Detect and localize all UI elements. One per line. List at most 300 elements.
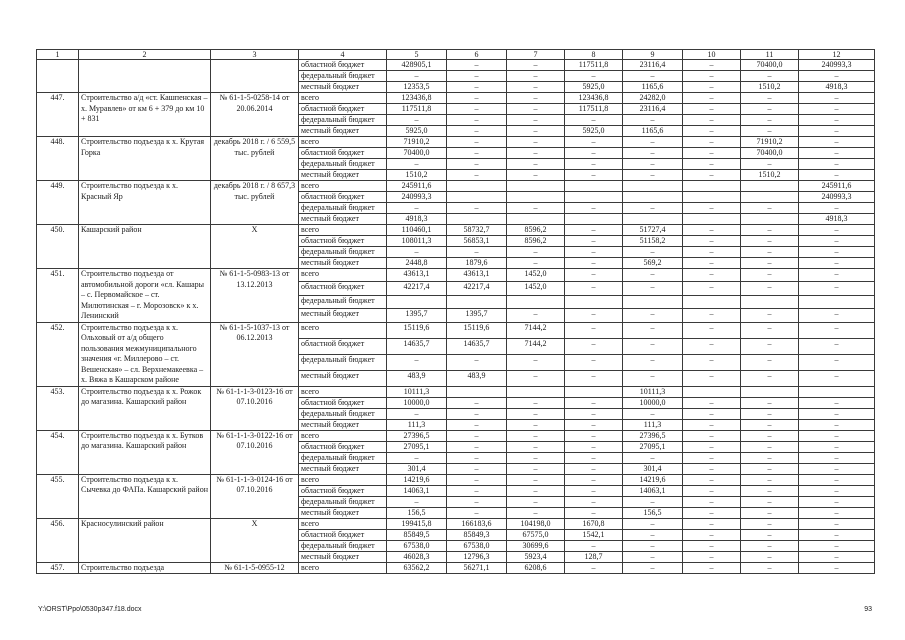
amount-cell: 71910,2 [387, 137, 447, 148]
amount-cell [799, 295, 875, 308]
amount-cell: – [565, 507, 623, 518]
amount-cell: – [623, 137, 683, 148]
amount-cell: 156,5 [387, 507, 447, 518]
amount-cell: 1395,7 [447, 309, 507, 322]
amount-cell: – [799, 148, 875, 159]
amount-cell: – [447, 115, 507, 126]
amount-cell [447, 192, 507, 203]
amount-cell: 70400,0 [741, 60, 799, 71]
amount-cell: 43613,1 [447, 269, 507, 282]
amount-cell: – [741, 247, 799, 258]
amount-cell: – [799, 452, 875, 463]
document-ref: № 61-1-5-1037-13 от 06.12.2013 [211, 322, 299, 386]
budget-source: федеральный бюджет [299, 115, 387, 126]
amount-cell: – [623, 496, 683, 507]
amount-cell: – [565, 338, 623, 354]
amount-cell: 245911,6 [387, 181, 447, 192]
amount-cell: 6208,6 [507, 562, 565, 574]
budget-source: всего [299, 322, 387, 338]
amount-cell: – [741, 104, 799, 115]
amount-cell: – [565, 540, 623, 551]
amount-cell: – [741, 236, 799, 247]
amount-cell: – [507, 452, 565, 463]
amount-cell: – [741, 474, 799, 485]
amount-cell: – [447, 408, 507, 419]
amount-cell: – [741, 115, 799, 126]
amount-cell: – [683, 137, 741, 148]
amount-cell: – [565, 354, 623, 370]
amount-cell: – [507, 247, 565, 258]
amount-cell: – [799, 104, 875, 115]
amount-cell: – [741, 93, 799, 104]
amount-cell: – [683, 463, 741, 474]
amount-cell: 46028,3 [387, 551, 447, 562]
amount-cell: – [565, 452, 623, 463]
budget-source: федеральный бюджет [299, 71, 387, 82]
amount-cell: 51727,4 [623, 225, 683, 236]
amount-cell: – [683, 115, 741, 126]
amount-cell: – [799, 370, 875, 386]
header-cell: 4 [299, 50, 387, 60]
amount-cell: – [507, 354, 565, 370]
header-cell: 7 [507, 50, 565, 60]
amount-cell: – [447, 247, 507, 258]
amount-cell: 51158,2 [623, 236, 683, 247]
amount-cell: – [741, 551, 799, 562]
amount-cell: – [683, 397, 741, 408]
amount-cell: 4918,3 [799, 82, 875, 93]
amount-cell: 63562,2 [387, 562, 447, 574]
amount-cell: – [623, 115, 683, 126]
table-row [37, 137, 875, 148]
amount-cell: 23116,4 [623, 104, 683, 115]
table-row [37, 269, 875, 282]
budget-source: местный бюджет [299, 258, 387, 269]
amount-cell: 483,9 [447, 370, 507, 386]
amount-cell: 1510,2 [387, 170, 447, 181]
amount-cell: 58732,7 [447, 225, 507, 236]
header-cell: 12 [799, 50, 875, 60]
amount-cell: – [507, 408, 565, 419]
amount-cell: – [683, 452, 741, 463]
amount-cell: – [741, 452, 799, 463]
amount-cell: – [387, 115, 447, 126]
amount-cell: – [799, 247, 875, 258]
amount-cell: – [683, 474, 741, 485]
page-number: 93 [864, 606, 872, 613]
row-number: 454. [37, 430, 79, 474]
budget-source: местный бюджет [299, 419, 387, 430]
budget-source: местный бюджет [299, 370, 387, 386]
table-row [37, 562, 875, 574]
budget-source: федеральный бюджет [299, 159, 387, 170]
amount-cell: – [447, 137, 507, 148]
object-name: Кашарский район [79, 225, 211, 269]
amount-cell: 14635,7 [387, 338, 447, 354]
budget-source: местный бюджет [299, 82, 387, 93]
amount-cell: – [447, 148, 507, 159]
amount-cell: – [683, 309, 741, 322]
amount-cell: 111,3 [387, 419, 447, 430]
amount-cell: 14219,6 [623, 474, 683, 485]
row-number: 448. [37, 137, 79, 181]
amount-cell: – [799, 485, 875, 496]
amount-cell: 12796,3 [447, 551, 507, 562]
table-row [37, 60, 875, 71]
amount-cell: – [507, 370, 565, 386]
amount-cell: 301,4 [387, 463, 447, 474]
amount-cell [741, 386, 799, 397]
amount-cell: – [507, 115, 565, 126]
amount-cell: – [507, 93, 565, 104]
amount-cell: 156,5 [623, 507, 683, 518]
amount-cell: – [799, 203, 875, 214]
amount-cell: 56271,1 [447, 562, 507, 574]
budget-source: областной бюджет [299, 148, 387, 159]
amount-cell: 110460,1 [387, 225, 447, 236]
amount-cell: 7144,2 [507, 338, 565, 354]
amount-cell: – [447, 60, 507, 71]
amount-cell: 67538,0 [387, 540, 447, 551]
amount-cell: 5925,0 [565, 126, 623, 137]
amount-cell: 10111,3 [623, 386, 683, 397]
object-name [79, 60, 211, 93]
amount-cell: 42217,4 [447, 282, 507, 295]
object-name: Строительство подъезда к х. Рожок до магазина. Кашарский район [79, 386, 211, 430]
amount-cell: – [741, 430, 799, 441]
amount-cell: – [799, 236, 875, 247]
amount-cell: – [565, 474, 623, 485]
amount-cell [741, 181, 799, 192]
amount-cell: – [799, 474, 875, 485]
amount-cell: 10000,0 [387, 397, 447, 408]
row-number: 451. [37, 269, 79, 323]
amount-cell: – [507, 463, 565, 474]
amount-cell: 14219,6 [387, 474, 447, 485]
amount-cell: 85849,3 [447, 529, 507, 540]
amount-cell: 27396,5 [623, 430, 683, 441]
amount-cell [683, 214, 741, 225]
row-number: 455. [37, 474, 79, 518]
amount-cell: 1165,6 [623, 126, 683, 137]
amount-cell: 128,7 [565, 551, 623, 562]
amount-cell: 240993,3 [799, 192, 875, 203]
budget-source: местный бюджет [299, 507, 387, 518]
object-name: Строительство подъезда к х. Бутков до магазина. Кашарский район [79, 430, 211, 474]
amount-cell: – [799, 518, 875, 529]
object-name: Строительство подъезда к х. Крутая Горка [79, 137, 211, 181]
amount-cell [507, 214, 565, 225]
amount-cell: – [565, 496, 623, 507]
budget-source: всего [299, 518, 387, 529]
amount-cell [507, 295, 565, 308]
amount-cell: – [565, 463, 623, 474]
amount-cell: 117511,8 [565, 104, 623, 115]
amount-cell: – [683, 203, 741, 214]
amount-cell: – [447, 93, 507, 104]
amount-cell: – [507, 309, 565, 322]
amount-cell: – [447, 82, 507, 93]
amount-cell [565, 386, 623, 397]
amount-cell: – [799, 282, 875, 295]
amount-cell: – [447, 430, 507, 441]
amount-cell: – [565, 159, 623, 170]
amount-cell: – [741, 269, 799, 282]
amount-cell: 27095,1 [623, 441, 683, 452]
amount-cell: – [683, 225, 741, 236]
amount-cell: 5925,0 [565, 82, 623, 93]
amount-cell: – [507, 170, 565, 181]
amount-cell: – [623, 322, 683, 338]
amount-cell: – [507, 60, 565, 71]
document-ref: № 61-1-1-3-0122-16 от 07.10.2016 [211, 430, 299, 474]
amount-cell [741, 295, 799, 308]
document-ref: № 61-1-5-0258-14 от 20.06.2014 [211, 93, 299, 137]
file-path: Y:\ORST\Ppo\0530p347.f18.docx [38, 606, 142, 613]
amount-cell: – [507, 441, 565, 452]
amount-cell: – [623, 170, 683, 181]
object-name: Строительство а/д «ст. Кашпенская – х. Муравлев» от км 6 + 379 до км 10 + 831 [79, 93, 211, 137]
amount-cell [447, 181, 507, 192]
object-name: Строительство подъезда [79, 562, 211, 574]
amount-cell: 123436,8 [565, 93, 623, 104]
amount-cell: – [683, 247, 741, 258]
amount-cell: – [447, 474, 507, 485]
amount-cell: – [683, 258, 741, 269]
row-number: 447. [37, 93, 79, 137]
amount-cell: – [683, 170, 741, 181]
amount-cell: – [507, 474, 565, 485]
amount-cell: – [507, 159, 565, 170]
amount-cell [683, 192, 741, 203]
amount-cell: 117511,8 [565, 60, 623, 71]
amount-cell [447, 214, 507, 225]
budget-source: областной бюджет [299, 60, 387, 71]
budget-source: всего [299, 181, 387, 192]
document-ref: Х [211, 518, 299, 562]
amount-cell: – [507, 397, 565, 408]
amount-cell: – [623, 551, 683, 562]
amount-cell: – [799, 126, 875, 137]
amount-cell: – [623, 203, 683, 214]
header-cell: 9 [623, 50, 683, 60]
table-row [37, 225, 875, 236]
amount-cell: – [741, 518, 799, 529]
amount-cell: – [447, 104, 507, 115]
amount-cell: – [683, 322, 741, 338]
row-number: 449. [37, 181, 79, 225]
amount-cell [507, 192, 565, 203]
amount-cell: – [683, 507, 741, 518]
amount-cell: – [447, 170, 507, 181]
budget-source: всего [299, 562, 387, 574]
document-ref: № 61-1-5-0983-13 от 13.12.2013 [211, 269, 299, 323]
amount-cell: – [799, 159, 875, 170]
amount-cell [507, 386, 565, 397]
amount-cell: – [741, 507, 799, 518]
amount-cell: 108011,3 [387, 236, 447, 247]
amount-cell: – [683, 236, 741, 247]
amount-cell: – [623, 148, 683, 159]
header-cell: 6 [447, 50, 507, 60]
budget-source: всего [299, 93, 387, 104]
budget-source: областной бюджет [299, 236, 387, 247]
amount-cell: – [741, 282, 799, 295]
amount-cell: – [565, 562, 623, 574]
amount-cell: 67538,0 [447, 540, 507, 551]
amount-cell: 15119,6 [447, 322, 507, 338]
amount-cell [623, 214, 683, 225]
amount-cell: 166183,6 [447, 518, 507, 529]
amount-cell: – [447, 203, 507, 214]
amount-cell: – [623, 408, 683, 419]
amount-cell: 1670,8 [565, 518, 623, 529]
table-row [37, 181, 875, 192]
amount-cell [447, 295, 507, 308]
amount-cell: – [799, 93, 875, 104]
amount-cell: – [683, 60, 741, 71]
amount-cell: – [565, 408, 623, 419]
object-name: Красносулинский район [79, 518, 211, 562]
amount-cell: – [741, 309, 799, 322]
budget-source: местный бюджет [299, 551, 387, 562]
budget-source: всего [299, 430, 387, 441]
amount-cell: 123436,8 [387, 93, 447, 104]
amount-cell: 14063,1 [387, 485, 447, 496]
amount-cell: – [507, 419, 565, 430]
amount-cell: 71910,2 [741, 137, 799, 148]
budget-source: федеральный бюджет [299, 354, 387, 370]
table-row [37, 474, 875, 485]
amount-cell: 240993,3 [799, 60, 875, 71]
amount-cell [623, 192, 683, 203]
budget-source: областной бюджет [299, 397, 387, 408]
amount-cell: – [683, 408, 741, 419]
budget-source: местный бюджет [299, 463, 387, 474]
amount-cell: – [799, 419, 875, 430]
amount-cell: 27095,1 [387, 441, 447, 452]
amount-cell: – [799, 540, 875, 551]
amount-cell: – [741, 463, 799, 474]
amount-cell: – [387, 496, 447, 507]
amount-cell: – [565, 225, 623, 236]
amount-cell: – [683, 562, 741, 574]
amount-cell [799, 386, 875, 397]
amount-cell: 85849,5 [387, 529, 447, 540]
amount-cell: – [565, 441, 623, 452]
amount-cell: – [799, 441, 875, 452]
amount-cell: 428905,1 [387, 60, 447, 71]
amount-cell: – [507, 126, 565, 137]
document-ref: декабрь 2018 г. / 8 657,3 тыс. рублей [211, 181, 299, 225]
amount-cell: – [741, 370, 799, 386]
header-row [37, 50, 875, 60]
amount-cell: – [447, 463, 507, 474]
amount-cell: – [623, 247, 683, 258]
budget-source: федеральный бюджет [299, 540, 387, 551]
amount-cell: – [447, 485, 507, 496]
budget-source: федеральный бюджет [299, 452, 387, 463]
amount-cell: 2448,8 [387, 258, 447, 269]
amount-cell: – [683, 159, 741, 170]
amount-cell: – [799, 354, 875, 370]
amount-cell: – [507, 104, 565, 115]
amount-cell: 1510,2 [741, 170, 799, 181]
budget-source: местный бюджет [299, 170, 387, 181]
amount-cell: 104198,0 [507, 518, 565, 529]
budget-table [36, 49, 875, 574]
row-number: 457. [37, 562, 79, 574]
amount-cell: – [447, 397, 507, 408]
amount-cell: 4918,3 [799, 214, 875, 225]
budget-source: всего [299, 225, 387, 236]
budget-source: федеральный бюджет [299, 295, 387, 308]
amount-cell: – [565, 397, 623, 408]
amount-cell: – [683, 126, 741, 137]
header-cell: 8 [565, 50, 623, 60]
amount-cell: – [683, 82, 741, 93]
amount-cell: 8596,2 [507, 236, 565, 247]
amount-cell: – [565, 247, 623, 258]
header-cell: 11 [741, 50, 799, 60]
amount-cell: – [799, 430, 875, 441]
amount-cell: – [565, 485, 623, 496]
amount-cell: – [799, 551, 875, 562]
amount-cell: – [623, 159, 683, 170]
amount-cell: – [683, 354, 741, 370]
table-row [37, 386, 875, 397]
amount-cell: – [623, 518, 683, 529]
amount-cell: 569,2 [623, 258, 683, 269]
budget-source: всего [299, 474, 387, 485]
amount-cell [741, 192, 799, 203]
header-cell: 1 [37, 50, 79, 60]
amount-cell: 1395,7 [387, 309, 447, 322]
amount-cell: – [447, 507, 507, 518]
amount-cell: – [507, 82, 565, 93]
amount-cell: – [799, 269, 875, 282]
budget-source: федеральный бюджет [299, 408, 387, 419]
budget-source: областной бюджет [299, 104, 387, 115]
amount-cell: 1452,0 [507, 269, 565, 282]
amount-cell: – [741, 338, 799, 354]
amount-cell: 1452,0 [507, 282, 565, 295]
amount-cell: – [683, 93, 741, 104]
amount-cell: – [565, 115, 623, 126]
header-cell: 2 [79, 50, 211, 60]
budget-source: областной бюджет [299, 441, 387, 452]
amount-cell: – [387, 203, 447, 214]
amount-cell: – [741, 322, 799, 338]
amount-cell: – [799, 225, 875, 236]
amount-cell: – [741, 562, 799, 574]
amount-cell: – [799, 71, 875, 82]
table-row [37, 518, 875, 529]
amount-cell: 15119,6 [387, 322, 447, 338]
amount-cell: – [683, 148, 741, 159]
amount-cell: – [799, 137, 875, 148]
table-body [37, 50, 875, 574]
amount-cell: – [387, 354, 447, 370]
amount-cell: – [623, 309, 683, 322]
amount-cell: – [741, 354, 799, 370]
amount-cell: – [623, 338, 683, 354]
budget-source: областной бюджет [299, 338, 387, 354]
budget-source: областной бюджет [299, 485, 387, 496]
amount-cell: – [387, 159, 447, 170]
amount-cell: – [507, 496, 565, 507]
row-number: 456. [37, 518, 79, 562]
